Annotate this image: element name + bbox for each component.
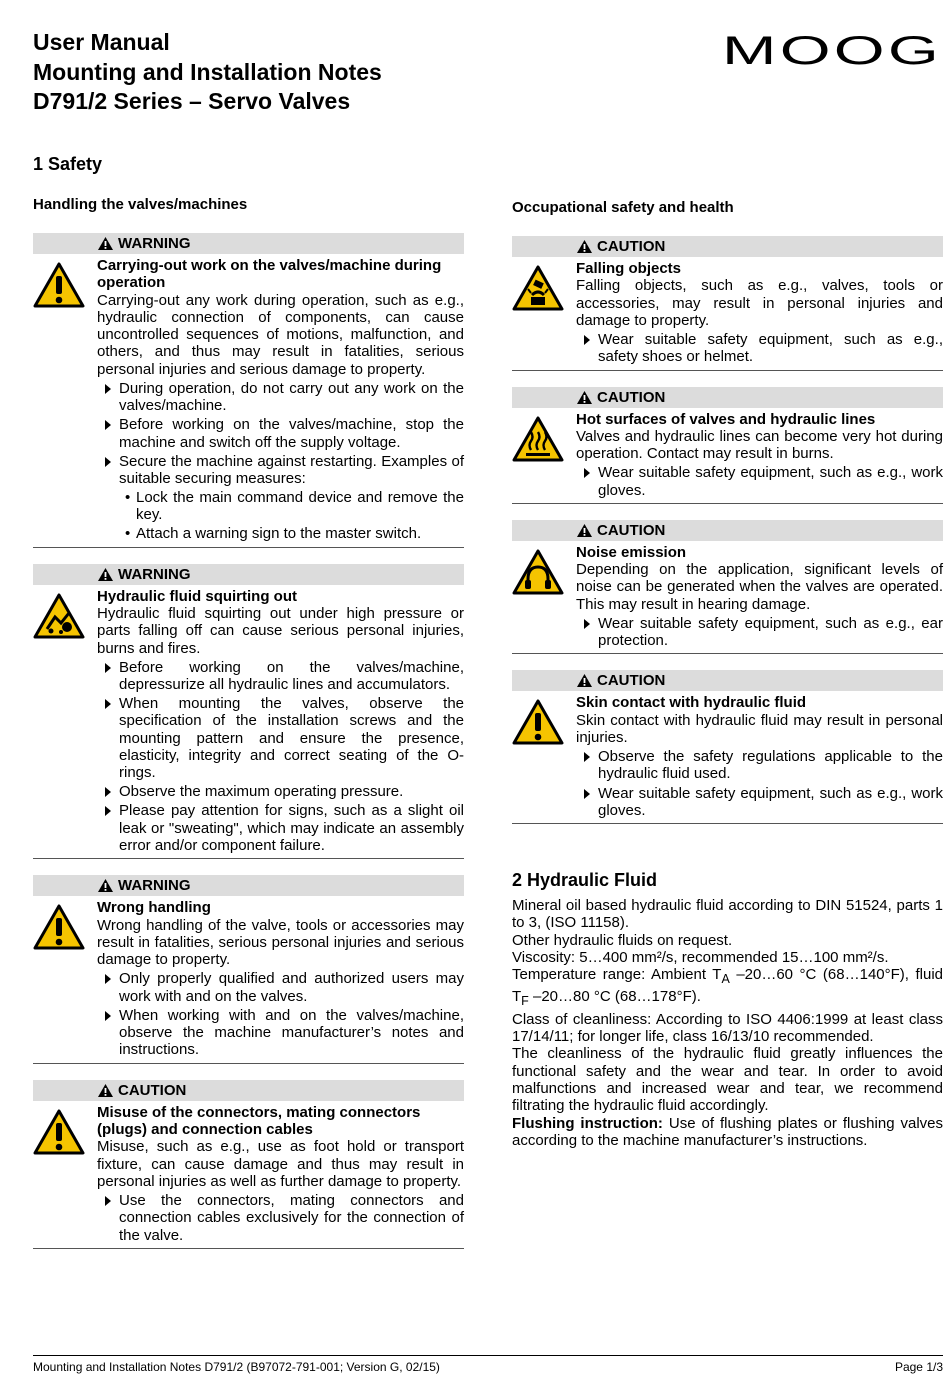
- safety-notice-box: [33, 233, 464, 548]
- notice-level-bar: [33, 233, 464, 254]
- fluid-para-4: Temperature range: Ambient $T_A$ –20…60 °C (68…140°F), fluid $T_F$ –20…80 °C (68…178°F).: [512, 966, 943, 1009]
- fluid-para-2: Other hydraulic fluids on request.: [512, 931, 733, 949]
- notice-sub-bullet: • Lock the main command device and remove the key.: [97, 489, 464, 524]
- hydraulic-fluid-section: [512, 870, 943, 1149]
- notice-text: Falling objects, such as e.g., valves, tools or accessories, may result in personal injuries and damage to property.: [576, 277, 943, 329]
- notice-bullet: When mounting the valves, observe the specification of the installation screws and the mounting pattern and ensure the presence, elasticity, integrity and correct seating of the O-rings.: [97, 695, 464, 781]
- page-number: Page 1/3: [894, 1360, 943, 1374]
- footer-doc-ref: Mounting and Installation Notes D791/2 (B97072-791-001; Version G, 02/15): [33, 1360, 440, 1374]
- notice-bullet: Observe the maximum operating pressure.: [97, 783, 464, 800]
- notice-bullet: Secure the machine against restarting. Examples of suitable securing measures:: [97, 453, 464, 488]
- safety-notice-box: [33, 875, 464, 1063]
- moog-logo: [722, 33, 944, 72]
- notice-level: CAUTION: [597, 521, 666, 539]
- notice-bullet: Observe the safety regulations applicable to the hydraulic fluid used.: [576, 748, 943, 783]
- exclamation-icon: [33, 904, 85, 955]
- exclamation-icon: [33, 262, 85, 313]
- notice-level: CAUTION: [118, 1081, 187, 1099]
- notice-text: Carrying-out any work during operation, such as e.g., hydraulic connection of components, can cause uncontrolled sequences of motions, malfunction, and others, and thus may result in fatalities, serious personal injuries and serious damage to property.: [97, 291, 464, 378]
- exclamation-icon: [33, 1109, 85, 1160]
- section-2-title: 2 Hydraulic Fluid: [512, 870, 658, 890]
- notice-text: Valves and hydraulic lines can become very hot during operation. Contact may result in burns.: [576, 427, 943, 463]
- notice-bullet: Only properly qualified and authorized users may work with and on the valves.: [97, 970, 464, 1005]
- safety-notice-box: [512, 520, 943, 655]
- warning-triangle-icon: [576, 523, 597, 538]
- safety-notice-box: [512, 670, 943, 824]
- notice-level-bar: [512, 520, 943, 541]
- notice-bullet: Wear suitable safety equipment, such as e.g., work gloves.: [576, 785, 943, 820]
- document-title: [33, 28, 382, 117]
- safety-notice-box: [33, 1080, 464, 1249]
- fluid-para-5: Class of cleanliness: According to ISO 4406:1999 at least class 17/14/11; for longer life, class 16/13/10 recommended.: [512, 1010, 943, 1046]
- right-heading: Occupational safety and health: [512, 199, 734, 216]
- safety-notice-box: [33, 564, 464, 860]
- title-line-2: Mounting and Installation Notes: [33, 58, 382, 85]
- fluid-para-3: Viscosity: 5…400 mm²/s, recommended 15…100 mm²/s.: [512, 948, 889, 966]
- section-1-title: 1 Safety: [33, 154, 103, 174]
- right-column: [512, 236, 943, 824]
- notice-title: Skin contact with hydraulic fluid: [576, 694, 807, 712]
- noise-icon: [512, 549, 564, 600]
- notice-level: WARNING: [118, 877, 191, 895]
- notice-level: WARNING: [118, 565, 191, 583]
- title-line-3: D791/2 Series – Servo Valves: [33, 88, 351, 114]
- notice-title: Falling objects: [576, 260, 682, 277]
- notice-bullet: Before working on the valves/machine, depressurize all hydraulic lines and accumulators.: [97, 659, 464, 694]
- notice-bullet: Use the connectors, mating connectors and connection cables exclusively for the connection of the valve.: [97, 1192, 464, 1244]
- hot-surface-icon: [512, 416, 564, 467]
- notice-sub-bullet: • Attach a warning sign to the master switch.: [97, 525, 464, 542]
- warning-triangle-icon: [97, 878, 118, 893]
- notice-bullet: Wear suitable safety equipment, such as e.g., ear protection.: [576, 615, 943, 650]
- notice-title: Carrying-out work on the valves/machine during operation: [97, 257, 442, 292]
- notice-level: WARNING: [118, 235, 191, 252]
- notice-level-bar: [33, 1080, 464, 1101]
- notice-text: Wrong handling of the valve, tools or accessories may result in fatalities, serious personal injuries and serious damage to property.: [97, 916, 464, 969]
- notice-level-bar: [512, 236, 943, 257]
- notice-bullet: Wear suitable safety equipment, such as e.g., work gloves.: [576, 464, 943, 499]
- notice-text: Depending on the application, significant levels of noise can be generated when the valves are operated. This may result in hearing damage.: [576, 561, 943, 613]
- warning-triangle-icon: [576, 239, 597, 254]
- notice-level-bar: [512, 670, 943, 691]
- notice-title: Hot surfaces of valves and hydraulic lines: [576, 410, 876, 428]
- exclamation-icon: [512, 699, 564, 750]
- notice-title: Wrong handling: [97, 899, 211, 917]
- notice-level: CAUTION: [597, 238, 666, 255]
- notice-level: CAUTION: [597, 672, 666, 690]
- page-footer: [33, 1355, 943, 1374]
- safety-notice-box: [512, 387, 943, 504]
- fluid-para-1: Mineral oil based hydraulic fluid according to DIN 51524, parts 1 to 3, (ISO 11158).: [512, 897, 943, 932]
- fluid-squirt-icon: [33, 593, 85, 644]
- notice-text: Hydraulic fluid squirting out under high pressure or parts falling off can cause serious personal injuries, burns and fires.: [97, 605, 464, 657]
- notice-bullet: During operation, do not carry out any work on the valves/machine.: [97, 380, 464, 415]
- warning-triangle-icon: [97, 236, 118, 251]
- warning-triangle-icon: [576, 673, 597, 688]
- title-line-1: User Manual: [33, 29, 170, 55]
- notice-level-bar: [512, 387, 943, 408]
- notice-title: Misuse of the connectors, mating connectors (plugs) and connection cables: [97, 1103, 421, 1138]
- fluid-para-6: The cleanliness of the hydraulic fluid greatly influences the functional safety and the wear and tear. In order to avoid malfunctions and increased wear and tear, we recommend filtrating the hydraulic fluid accordingly.: [512, 1045, 943, 1115]
- notice-bullet: Before working on the valves/machine, stop the machine and switch off the supply voltage.: [97, 416, 464, 451]
- falling-objects-icon: [512, 265, 564, 316]
- notice-title: Hydraulic fluid squirting out: [97, 587, 297, 605]
- notice-bullet: When working with and on the valves/machine, observe the machine manufacturer’s notes and instructions.: [97, 1007, 464, 1059]
- fluid-para-7: Flushing instruction: Use of flushing plates or flushing valves according to the machine manufacturer’s instructions.: [512, 1114, 943, 1149]
- notice-title: Noise emission: [576, 543, 687, 561]
- notice-level-bar: [33, 564, 464, 585]
- moog-logo-text: MOOG: [722, 33, 942, 67]
- notice-level-bar: [33, 875, 464, 896]
- notice-bullet: Please pay attention for signs, such as a slight oil leak or "sweating", which may indicate an assembly error and/or component failure.: [97, 802, 464, 854]
- left-heading: Handling the valves/machines: [33, 196, 248, 213]
- warning-triangle-icon: [576, 390, 597, 405]
- warning-triangle-icon: [97, 567, 118, 582]
- safety-notice-box: [512, 236, 943, 371]
- notice-text: Skin contact with hydraulic fluid may result in personal injuries.: [576, 711, 943, 747]
- notice-bullet: Wear suitable safety equipment, such as e.g., safety shoes or helmet.: [576, 331, 943, 366]
- notice-text: Misuse, such as e.g., use as foot hold or transport fixture, can cause damage and thus may result in personal injuries as well as further damage to property.: [97, 1138, 464, 1190]
- warning-triangle-icon: [97, 1083, 118, 1098]
- notice-level: CAUTION: [597, 388, 666, 406]
- left-column: [33, 233, 464, 1249]
